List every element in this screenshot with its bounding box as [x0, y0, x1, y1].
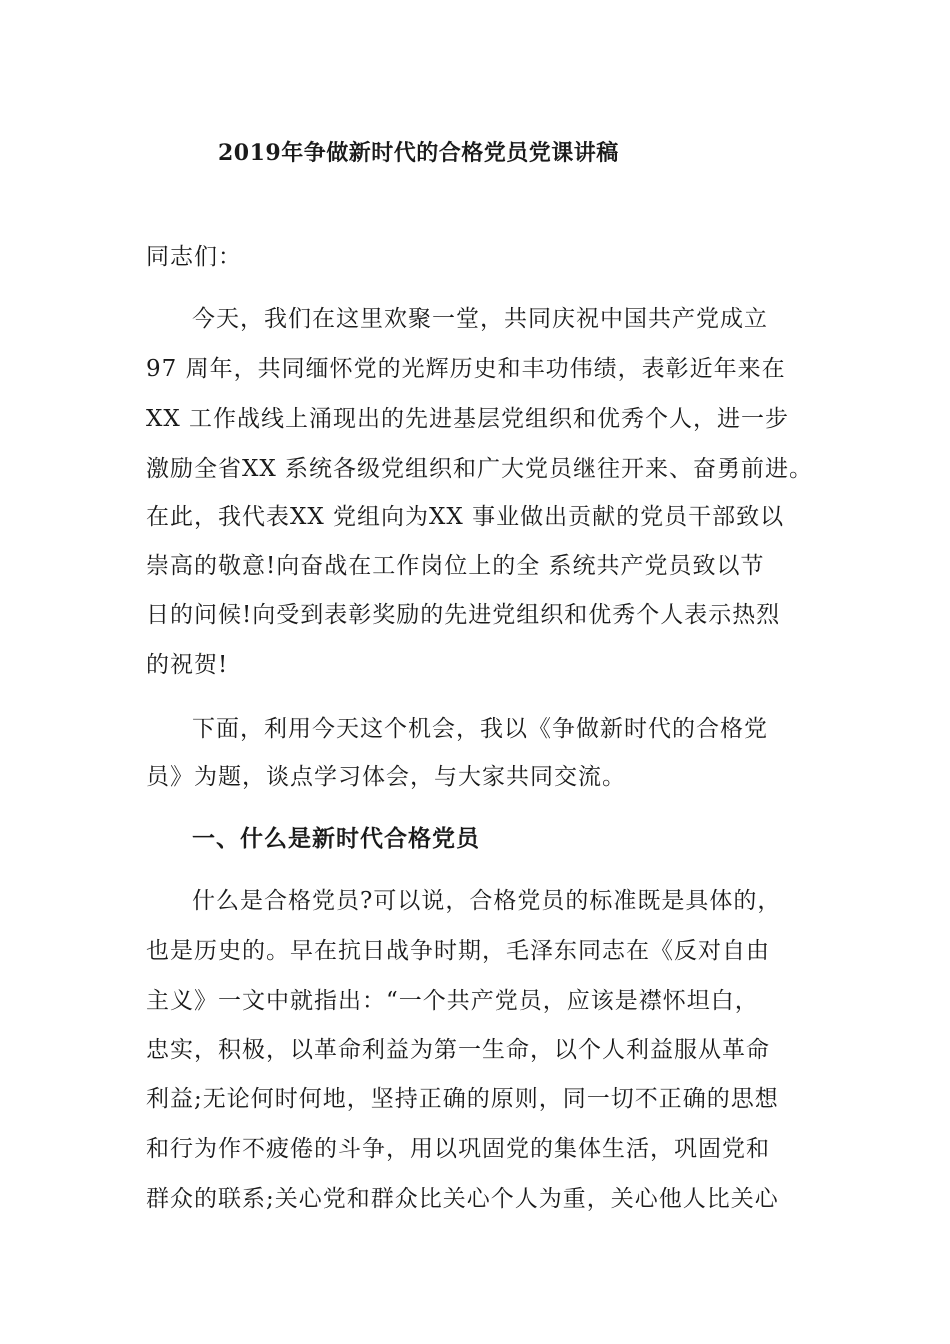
body-line: 日的问候!向受到表彰奖励的先进党组织和优秀个人表示热烈 [146, 602, 781, 628]
body-line: 也是历史的。早在抗日战争时期，毛泽东同志在《反对自由 [146, 938, 770, 964]
document-title: 2019年争做新时代的合格党员党课讲稿 [218, 140, 619, 166]
body-line: 忠实，积极，以革命利益为第一生命，以个人利益服从革命 [146, 1037, 770, 1063]
body-line: 员》为题，谈点学习体会，与大家共同交流。 [146, 764, 626, 790]
body-line: 崇高的敬意!向奋战在工作岗位上的全 系统共产党员致以节 [146, 553, 765, 579]
body-line: 在此，我代表XX 党组向为XX 事业做出贡献的党员干部致以 [146, 504, 785, 530]
body-line: 什么是合格党员?可以说，合格党员的标准既是具体的， [192, 888, 782, 914]
section-heading: 一、什么是新时代合格党员 [192, 825, 480, 852]
body-line: 和行为作不疲倦的斗争，用以巩固党的集体生活，巩固党和 [146, 1136, 770, 1162]
body-line: XX 工作战线上涌现出的先进基层党组织和优秀个人，进一步 [146, 406, 790, 432]
body-line: 群众的联系;关心党和群众比关心个人为重，关心他人比关心 [146, 1186, 779, 1212]
body-line: 97 周年，共同缅怀党的光辉历史和丰功伟绩，表彰近年来在 [146, 356, 786, 382]
body-line: 主义》一文中就指出：“一个共产党员，应该是襟怀坦白， [146, 988, 759, 1014]
body-line: 激励全省XX 系统各级党组织和广大党员继往开来、奋勇前进。 [146, 456, 814, 482]
body-line: 下面，利用今天这个机会，我以《争做新时代的合格党 [192, 716, 768, 742]
body-line: 利益;无论何时何地，坚持正确的原则，同一切不正确的思想 [146, 1086, 779, 1112]
body-line: 的祝贺! [146, 652, 229, 678]
body-line: 今天，我们在这里欢聚一堂，共同庆祝中国共产党成立 [192, 306, 768, 332]
salutation: 同志们： [146, 244, 242, 270]
